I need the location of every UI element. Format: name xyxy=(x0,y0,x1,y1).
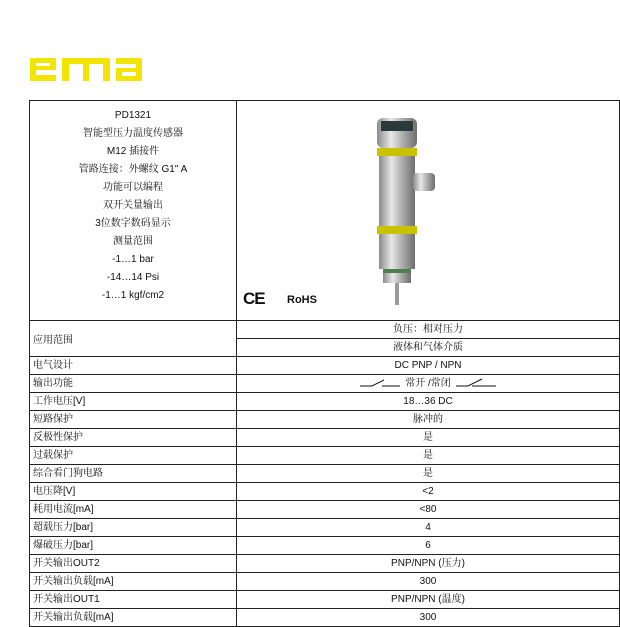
spec-row xyxy=(30,465,619,483)
spec-label: 综合看门狗电路 xyxy=(30,465,237,482)
spec-row xyxy=(30,501,619,519)
product-line: 双开关量输出 xyxy=(103,200,163,211)
spec-row xyxy=(30,537,619,555)
ema-logo xyxy=(28,38,158,98)
spec-value: PNP/NPN (压力) xyxy=(391,558,465,569)
spec-value: <2 xyxy=(422,486,434,497)
spec-row xyxy=(30,591,619,609)
product-line: 测量范围 xyxy=(113,236,153,247)
spec-label: 爆破压力[bar] xyxy=(30,537,237,554)
spec-rows xyxy=(30,357,619,627)
spec-value: 是 xyxy=(423,432,433,443)
spec-value: 300 xyxy=(419,612,437,623)
spec-value: 300 xyxy=(419,576,437,587)
spec-row xyxy=(30,573,619,591)
spec-row xyxy=(30,357,619,375)
application-row xyxy=(30,321,619,357)
product-line: -14…14 Psi xyxy=(106,272,160,283)
spec-value: 是 xyxy=(423,468,433,479)
spec-row xyxy=(30,411,619,429)
product-image-cell xyxy=(237,101,619,320)
spec-row xyxy=(30,555,619,573)
spec-value xyxy=(237,375,619,392)
spec-row xyxy=(30,393,619,411)
product-header xyxy=(30,101,619,321)
product-line: M12 插接件 xyxy=(106,146,160,157)
switch-no-icon xyxy=(358,378,402,388)
switch-nc-icon xyxy=(454,378,498,388)
product-line: 智能型压力温度传感器 xyxy=(83,128,183,139)
spec-label: 超载压力[bar] xyxy=(30,519,237,536)
spec-row xyxy=(30,447,619,465)
spec-label: 电压降[V] xyxy=(30,483,237,500)
spec-row xyxy=(30,609,619,627)
spec-label: 耗用电流[mA] xyxy=(30,501,237,518)
spec-value: PNP/NPN (温度) xyxy=(391,594,465,605)
spec-value: 是 xyxy=(423,450,433,461)
product-line: PD1321 xyxy=(114,110,152,121)
spec-label: 工作电压[V] xyxy=(30,393,237,410)
spec-label: 反极性保护 xyxy=(30,429,237,446)
spec-value: DC PNP / NPN xyxy=(394,360,462,371)
ce-mark: CE xyxy=(243,289,265,308)
logo-text: ema xyxy=(28,38,30,39)
product-line: 管路连接：外螺纹 G1" A xyxy=(78,164,188,175)
spec-sheet xyxy=(29,100,620,627)
spec-label: 开关输出负载[mA] xyxy=(30,573,237,590)
spec-value: 18…36 DC xyxy=(403,396,453,407)
spec-label: 开关输出负载[mA] xyxy=(30,609,237,626)
product-description xyxy=(30,101,237,320)
application-label: 应用范围 xyxy=(30,321,237,356)
spec-value: 4 xyxy=(425,522,431,533)
spec-label: 开关输出OUT1 xyxy=(30,591,237,608)
application-value: 液体和气体介质 xyxy=(237,338,619,356)
spec-row xyxy=(30,483,619,501)
product-line: 功能可以编程 xyxy=(103,182,163,193)
spec-label: 过载保护 xyxy=(30,447,237,464)
application-value: 负压：相对压力 xyxy=(393,324,463,335)
sensor-image xyxy=(367,113,447,313)
product-line: -1…1 kgf/cm2 xyxy=(101,290,165,301)
product-line: 3位数字数码显示 xyxy=(95,218,171,229)
spec-value: <80 xyxy=(419,504,437,515)
spec-label: 短路保护 xyxy=(30,411,237,428)
product-line: -1…1 bar xyxy=(112,254,154,265)
spec-label: 开关输出OUT2 xyxy=(30,555,237,572)
spec-value: 6 xyxy=(425,540,431,551)
spec-value-text: 常开 /常闭 xyxy=(405,378,451,389)
spec-label: 电气设计 xyxy=(30,357,237,374)
spec-value: 脉冲的 xyxy=(413,414,443,425)
spec-row xyxy=(30,429,619,447)
spec-row xyxy=(30,375,619,393)
rohs-mark: RoHS xyxy=(287,294,317,306)
spec-label: 输出功能 xyxy=(30,375,237,392)
spec-row xyxy=(30,519,619,537)
